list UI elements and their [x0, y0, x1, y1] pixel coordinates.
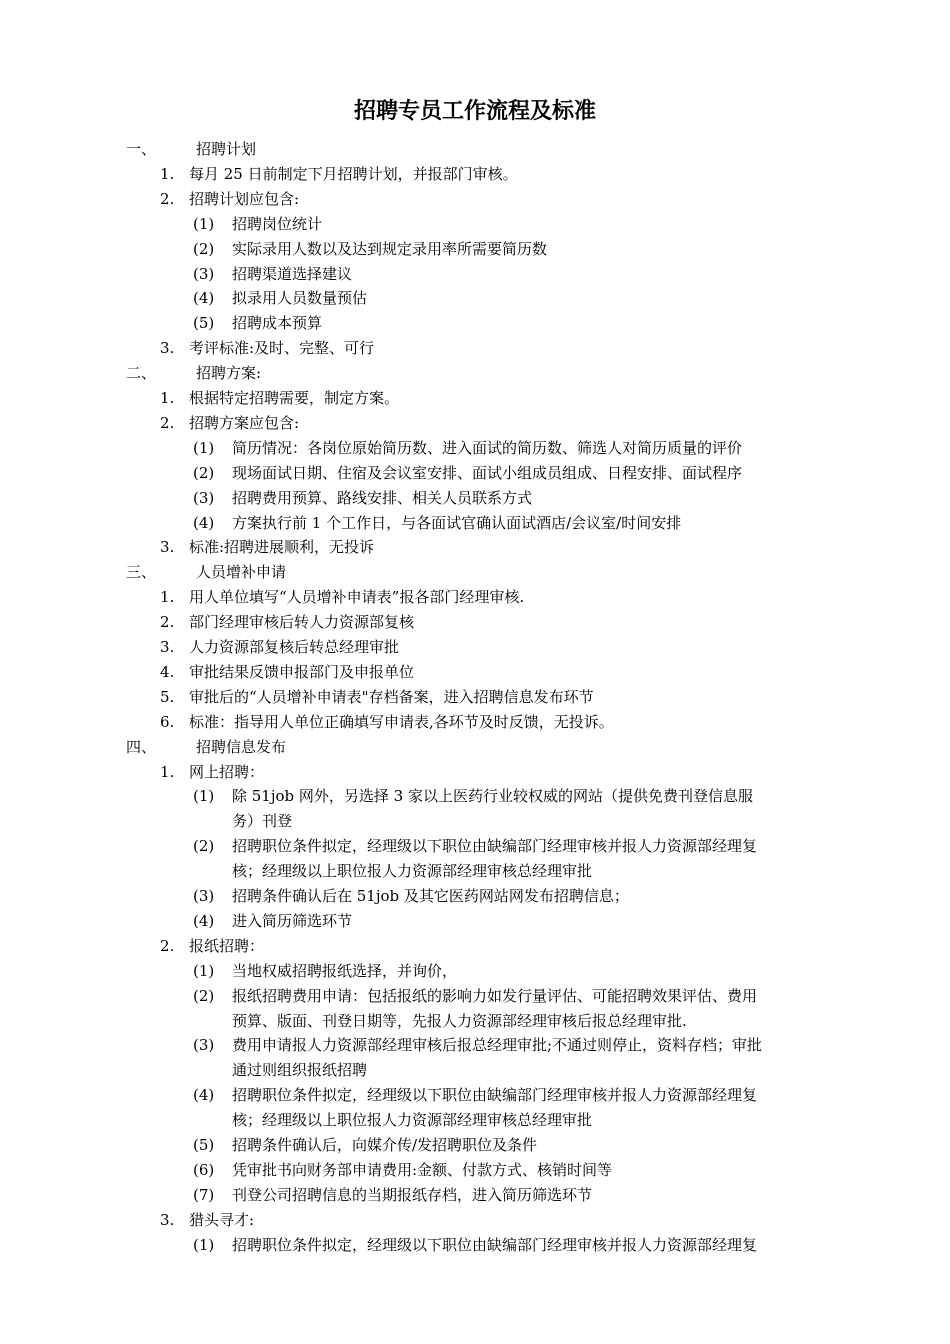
sub-item-text: 招聘渠道选择建议 — [232, 264, 353, 283]
list-item-text: 考评标准:及时、完整、可行 — [189, 339, 375, 358]
list-item-number: 3. — [160, 538, 175, 557]
list-item-number: 3. — [160, 638, 175, 656]
sub-item-text: 报纸招聘费用申请：包括报纸的影响力如发行量评估、可能招聘效果评估、费用 — [232, 986, 758, 1005]
sub-item-number: (3) — [193, 264, 215, 283]
list-item-number: 3. — [160, 339, 175, 358]
sub-item-text-continued: 通过则组织报纸招聘 — [232, 1061, 368, 1080]
section-title: 招聘方案: — [196, 364, 262, 383]
list-item-text: 根据特定招聘需要，制定方案。 — [189, 389, 400, 407]
list-item-text: 标准：指导用人单位正确填写申请表,各环节及时反馈，无投诉。 — [189, 712, 614, 731]
sub-item-text: 凭审批书向财务部申请费用:金额、付款方式、核销时间等 — [232, 1160, 613, 1179]
sub-item-number: (2) — [193, 463, 215, 482]
sub-item-number: (2) — [193, 239, 215, 258]
sub-item-text: 招聘成本预算 — [232, 314, 323, 333]
list-item-text: 报纸招聘： — [189, 936, 265, 955]
sub-item-text: 招聘条件确认后在 51job 及其它医药网站网发布招聘信息； — [232, 887, 629, 905]
sub-item-number: (4) — [193, 1086, 215, 1105]
sub-item-number: (1) — [193, 438, 215, 457]
sub-item-number: (4) — [193, 911, 215, 930]
list-item-number: 1. — [160, 164, 175, 183]
sub-item-number: (2) — [193, 986, 215, 1005]
sub-item-text: 除 51job 网外，另选择 3 家以上医药行业较权威的网站（提供免费刊登信息服 — [232, 787, 753, 806]
sub-item-text: 现场面试日期、住宿及会议室安排、面试小组成员组成、日程安排、面试程序 — [232, 463, 743, 482]
sub-item-number: (1) — [193, 1235, 215, 1254]
sub-item-text: 简历情况：各岗位原始简历数、进入面试的简历数、筛选人对简历质量的评价 — [232, 438, 743, 457]
sub-item-text-continued: 核；经理级以上职位报人力资源部经理审核总经理审批 — [232, 1111, 593, 1130]
list-item-text: 标准:招聘进展顺利，无投诉 — [189, 538, 375, 557]
sub-item-text: 招聘职位条件拟定，经理级以下职位由缺编部门经理审核并报人力资源部经理复 — [232, 1086, 758, 1105]
list-item-text: 审批结果反馈申报部门及申报单位 — [189, 662, 415, 681]
sub-item-number: (6) — [193, 1160, 215, 1179]
sub-item-text: 拟录用人员数量预估 — [232, 289, 368, 308]
section-title: 招聘信息发布 — [196, 737, 287, 756]
list-item-number: 4. — [160, 662, 175, 681]
sub-item-number: (7) — [193, 1185, 215, 1204]
list-item-text: 招聘计划应包含: — [189, 189, 300, 208]
section-title: 人员增补申请 — [196, 563, 287, 582]
section-number: 二、 — [126, 364, 157, 383]
list-item-text: 招聘方案应包含: — [189, 413, 300, 432]
list-item-number: 3. — [160, 1210, 175, 1229]
section-number: 四、 — [126, 737, 157, 756]
list-item-text: 人力资源部复核后转总经理审批 — [189, 638, 400, 656]
list-item-number: 6. — [160, 712, 175, 731]
section-title: 招聘计划 — [196, 140, 257, 158]
sub-item-number: (2) — [193, 837, 215, 856]
list-item-number: 1. — [160, 588, 175, 607]
sub-item-number: (3) — [193, 887, 215, 905]
section-number: 三、 — [126, 563, 157, 582]
sub-item-text: 刊登公司招聘信息的当期报纸存档，进入简历筛选环节 — [232, 1185, 593, 1204]
sub-item-number: (4) — [193, 513, 215, 532]
list-item-number: 2. — [160, 413, 175, 432]
list-item-number: 1. — [160, 389, 175, 407]
list-item-number: 2. — [160, 189, 175, 208]
list-item-text: 每月 25 日前制定下月招聘计划，并报部门审核。 — [189, 164, 518, 183]
list-item-text: 审批后的“人员增补申请表"存档备案，进入招聘信息发布环节 — [189, 687, 594, 706]
sub-item-text: 招聘职位条件拟定，经理级以下职位由缺编部门经理审核并报人力资源部经理复 — [232, 1235, 758, 1254]
sub-item-text-continued: 预算、版面、刊登日期等，先报人力资源部经理审核后报总经理审批. — [232, 1011, 687, 1030]
document-title: 招聘专员工作流程及标准 — [353, 99, 596, 124]
sub-item-text: 当地权威招聘报纸选择，并询价， — [232, 961, 458, 980]
sub-item-number: (1) — [193, 787, 215, 806]
sub-item-number: (5) — [193, 314, 215, 333]
sub-item-text: 招聘费用预算、路线安排、相关人员联系方式 — [232, 488, 533, 507]
list-item-text: 部门经理审核后转人力资源部复核 — [189, 613, 415, 632]
sub-item-text: 实际录用人数以及达到规定录用率所需要简历数 — [232, 239, 548, 258]
sub-item-number: (1) — [193, 214, 215, 233]
list-item-text: 用人单位填写“人员增补申请表”报各部门经理审核. — [189, 588, 525, 607]
sub-item-text-continued: 务）刊登 — [232, 812, 293, 831]
sub-item-number: (3) — [193, 1036, 215, 1055]
sub-item-text: 进入简历筛选环节 — [232, 911, 353, 930]
list-item-number: 5. — [160, 687, 175, 706]
list-item-number: 2. — [160, 613, 175, 632]
sub-item-text: 方案执行前 1 个工作日，与各面试官确认面试酒店/会议室/时间安排 — [232, 513, 682, 532]
sub-item-number: (3) — [193, 488, 215, 507]
sub-item-text: 招聘职位条件拟定，经理级以下职位由缺编部门经理审核并报人力资源部经理复 — [232, 837, 758, 856]
sub-item-number: (5) — [193, 1136, 215, 1154]
sub-item-text-continued: 核；经理级以上职位报人力资源部经理审核总经理审批 — [232, 862, 593, 881]
list-item-number: 1. — [160, 762, 175, 781]
sub-item-number: (4) — [193, 289, 215, 308]
sub-item-text: 招聘条件确认后，向媒介传/发招聘职位及条件 — [232, 1136, 538, 1154]
sub-item-text: 招聘岗位统计 — [232, 214, 323, 233]
list-item-number: 2. — [160, 936, 175, 955]
list-item-text: 猎头寻才: — [189, 1210, 255, 1229]
sub-item-text: 费用申请报人力资源部经理审核后报总经理审批;不通过则停止，资料存档；审批 — [232, 1036, 763, 1055]
section-number: 一、 — [126, 140, 157, 158]
list-item-text: 网上招聘： — [189, 762, 265, 781]
sub-item-number: (1) — [193, 961, 215, 980]
